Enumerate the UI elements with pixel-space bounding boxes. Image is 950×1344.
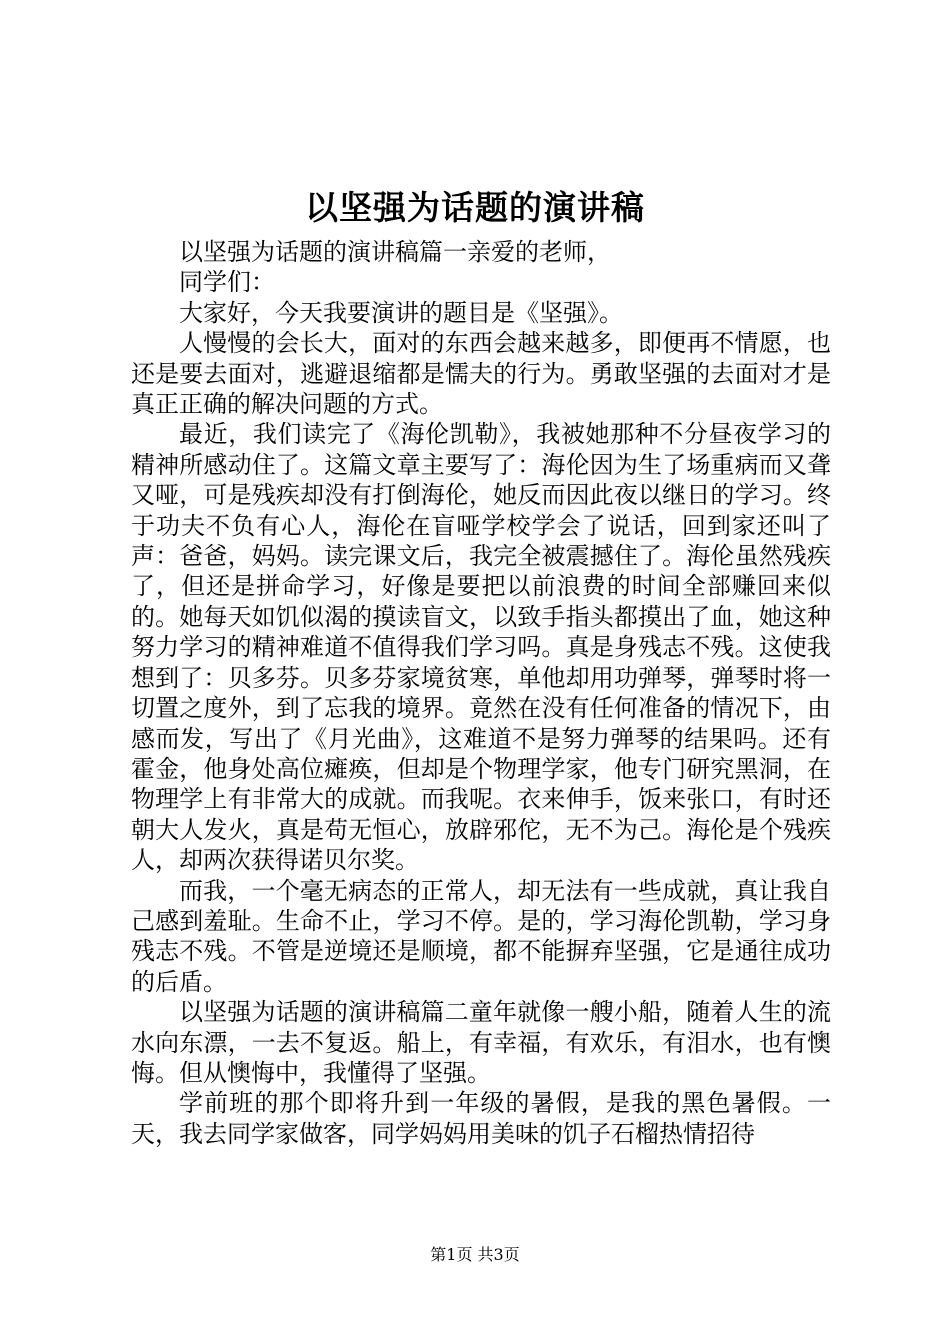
paragraph-part-two: 以坚强为话题的演讲稿篇二童年就像一艘小船，随着人生的流水向东漂，一去不复返。船上，有幸福，有欢乐，有泪水，也有懊悔。但从懊悔中，我懂得了坚强。: [131, 998, 831, 1087]
paragraph-topic: 大家好，今天我要演讲的题目是《坚强》。: [179, 298, 623, 327]
paragraph-reflection: 而我，一个毫无病态的正常人，却无法有一些成就，真让我自己感到羞耻。生命不止，学习不停。是的，学习海伦凯勒，学习身残志不残。不管是逆境还是顺境，都不能摒弃坚强，它是通往成功的后盾。: [131, 876, 831, 996]
paragraph-greeting: 以坚强为话题的演讲稿篇一亲爱的老师，: [179, 238, 611, 266]
paragraph-growing-up: 人慢慢的会长大，面对的东西会越来越多，即便再不情愿，也还是要去面对，逃避退缩都是懦夫的行为。勇敢坚强的去面对才是真正正确的解决问题的方式。: [131, 329, 831, 419]
page-number: 第1页 共3页: [430, 1245, 520, 1264]
paragraph-classmates: 同学们：: [179, 268, 275, 297]
document-title: 以坚强为话题的演讲稿: [305, 188, 645, 227]
paragraph-helen-keller: 最近，我们读完了《海伦凯勒》，我被她那种不分昼夜学习的精神所感动住了。这篇文章主要写了：海伦因为生了场重病而又聋又哑，可是残疾却没有打倒海伦，她反而因此夜以继日的学习。终于功夫不负有心人，海伦在盲哑学校学会了说话，回到家还叫了声：爸爸，妈妈。读完课文后，我完全被震撼住了。海伦虽然残疾了，但还是拼命学习，好像是要把以前浪费的时间全部赚回来似的。她每天如饥似渴的摸读盲文，以致手指头都摸出了血，她这种努力学习的精神难道不值得我们学习吗。真是身残志不残。这使我想到了：贝多芬。贝多芬家境贫寒，单他却用功弹琴，弹琴时将一切置之度外，到了忘我的境界。竟然在没有任何准备的情况下，由感而发，写出了《月光曲》，这难道不是努力弹琴的结果吗。还有霍金，他身处高位瘫痪，但却是个物理学家，他专门研究黑洞，在物理学上有非常大的成就。而我呢。衣来伸手，饭来张口，有时还朝大人发火，真是苟无恒心，放辟邪佗，无不为己。海伦是个残疾人，却两次获得诺贝尔奖。: [131, 420, 831, 875]
document-body: [131, 237, 831, 1149]
paragraph-summer: 学前班的那个即将升到一年级的暑假，是我的黑色暑假。一天，我去同学家做客，同学妈妈用美味的饥子石榴热情招待: [131, 1089, 831, 1148]
